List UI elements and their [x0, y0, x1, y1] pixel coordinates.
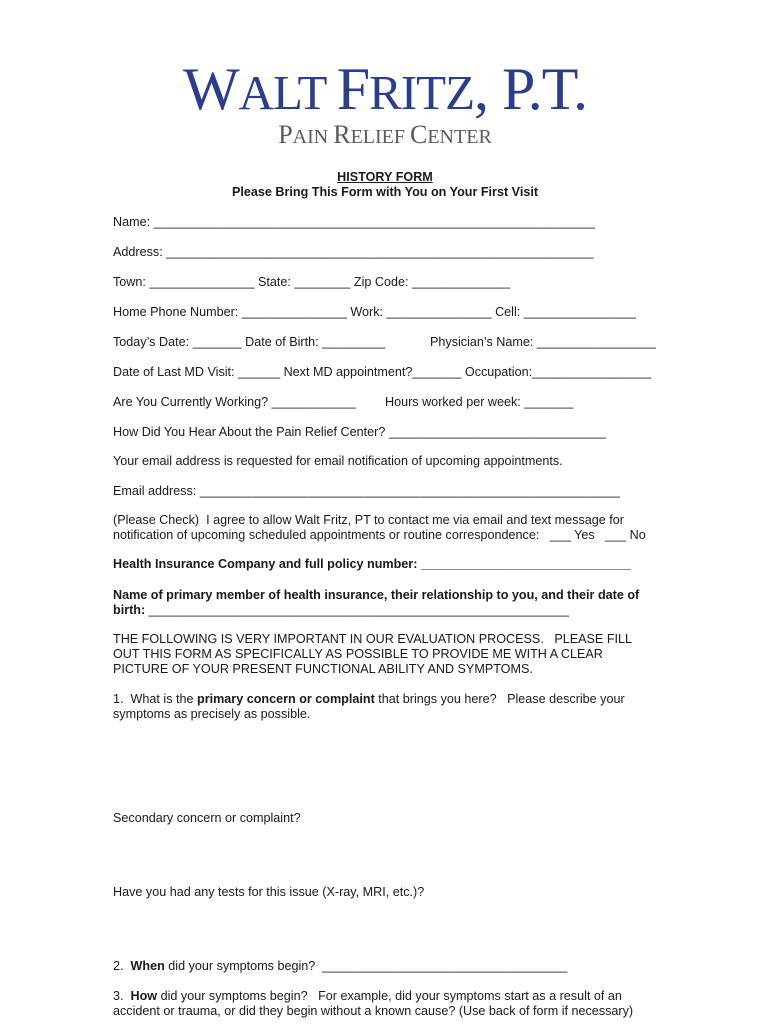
- md-visit-fields[interactable]: Date of Last MD Visit: ______ Next MD appointment?_______ Occupation:_________________: [113, 365, 652, 379]
- logo-title: WALT FRITZ, P.T.: [183, 56, 587, 122]
- question-2[interactable]: 2. When did your symptoms begin? ___________________________________: [113, 959, 568, 973]
- question-1-cont: symptoms as precisely as possible.: [113, 707, 311, 721]
- name-field[interactable]: Name: _______________________________________________________________: [113, 215, 595, 229]
- member-field[interactable]: birth: ____________________________________________________________: [113, 603, 569, 617]
- important-notice-3: PICTURE OF YOUR PRESENT FUNCTIONAL ABILITY AND SYMPTOMS.: [113, 662, 533, 676]
- member-label: Name of primary member of health insurance, their relationship to you, and their date of: [113, 588, 640, 602]
- logo-subtitle: PAIN RELIEF CENTER: [278, 120, 492, 149]
- town-state-zip-field[interactable]: Town: _______________ State: ________ Zip Code: ______________: [113, 275, 511, 289]
- consent-yes-no[interactable]: notification of upcoming scheduled appointments or routine correspondence: ___ Yes ___ No: [113, 528, 646, 542]
- email-field[interactable]: Email address: ____________________________________________________________: [113, 484, 621, 498]
- important-notice-1: THE FOLLOWING IS VERY IMPORTANT IN OUR EVALUATION PROCESS. PLEASE FILL: [113, 632, 633, 646]
- phone-fields[interactable]: Home Phone Number: _______________ Work: _______________ Cell: ________________: [113, 305, 636, 319]
- tests-label: Have you had any tests for this issue (X-ray, MRI, etc.)?: [113, 885, 425, 899]
- important-notice-2: OUT THIS FORM AS SPECIFICALLY AS POSSIBLE TO PROVIDE ME WITH A CLEAR: [113, 647, 603, 661]
- question-1: 1. What is the primary concern or complaint that brings you here? Please describe your: [113, 692, 625, 706]
- date-fields[interactable]: Today’s Date: _______ Date of Birth: _________: [113, 335, 386, 349]
- insurance-field[interactable]: Health Insurance Company and full policy number: ______________________________: [113, 557, 632, 571]
- secondary-concern-label: Secondary concern or complaint?: [113, 811, 301, 825]
- referral-field[interactable]: How Did You Hear About the Pain Relief Center? _______________________________: [113, 425, 606, 439]
- question-3-cont: accident or trauma, or did they begin without a known cause? (Use back of form if necessary): [113, 1004, 634, 1018]
- form-subtitle: Please Bring This Form with You on Your First Visit: [231, 185, 539, 199]
- address-field[interactable]: Address: _____________________________________________________________: [113, 245, 594, 259]
- email-note: Your email address is requested for email notification of upcoming appointments.: [113, 454, 563, 468]
- question-3: 3. How did your symptoms begin? For example, did your symptoms start as a result of an: [113, 989, 622, 1003]
- physician-field[interactable]: Physician’s Name: _________________: [430, 335, 656, 349]
- working-field[interactable]: Are You Currently Working? ____________: [113, 395, 356, 409]
- form-title: HISTORY FORM: [337, 170, 433, 184]
- hours-field[interactable]: Hours worked per week: _______: [385, 395, 574, 409]
- consent-text: (Please Check) I agree to allow Walt Fritz, PT to contact me via email and text message for: [113, 513, 624, 527]
